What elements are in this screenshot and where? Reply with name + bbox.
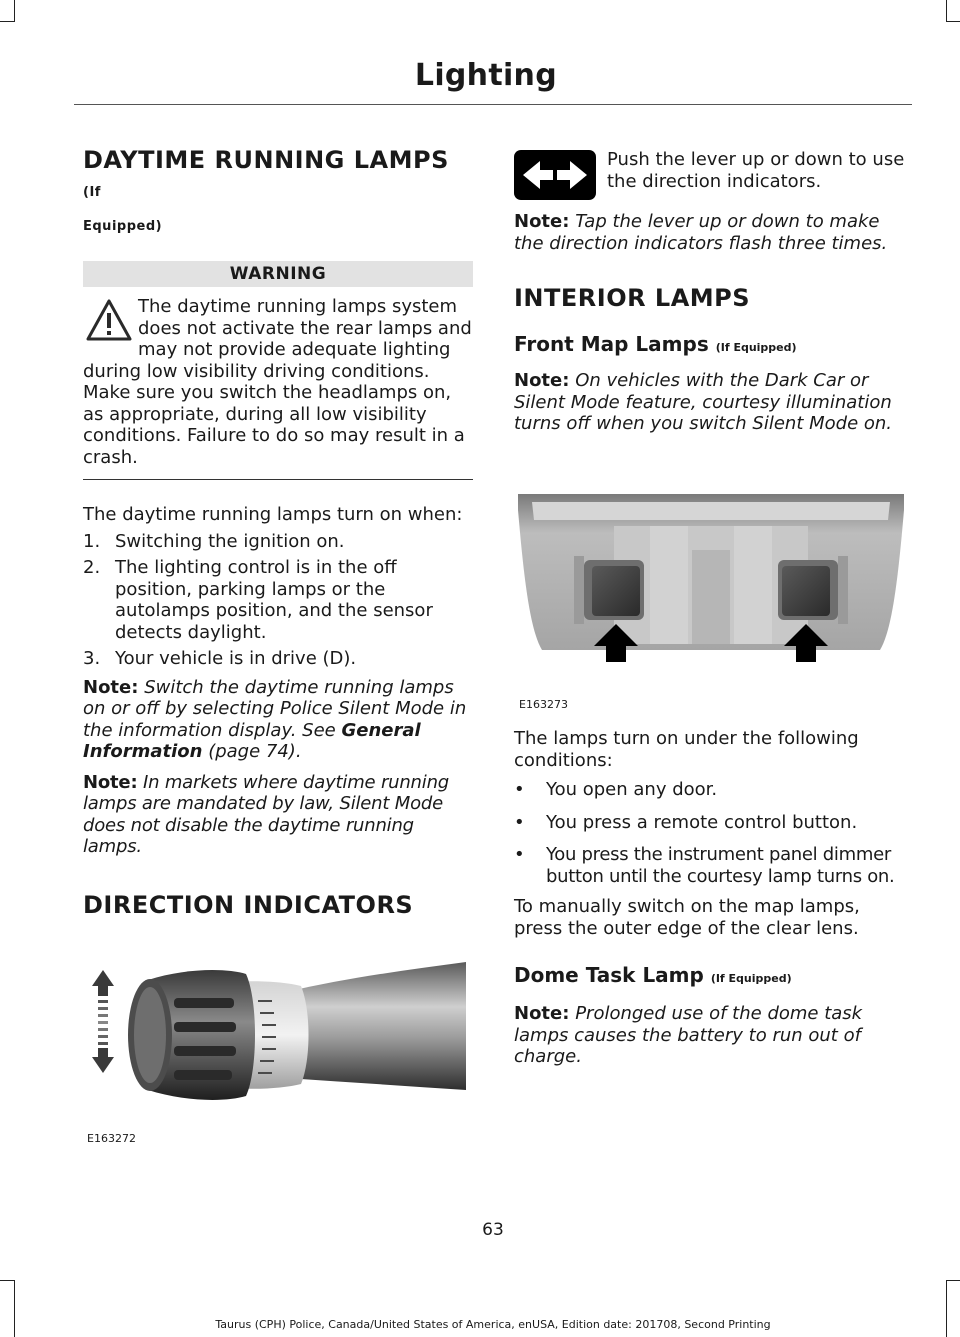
footer-edition-line: Taurus (CPH) Police, Canada/United States of America, enUSA, Edition date: 201708, Second Printing	[215, 1318, 771, 1331]
lever-instruction: Push the lever up or down to use the direction indicators.	[607, 149, 905, 192]
direction-indicator-arrows-icon	[514, 150, 596, 200]
page-header-title: Lighting	[414, 58, 557, 93]
list-item: • You open any door.	[514, 779, 718, 800]
crop-mark	[946, 21, 960, 22]
crop-mark	[946, 1280, 960, 1281]
list-item: • You press a remote control button.	[514, 811, 858, 833]
list-item: • You press the instrument panel dimmer button until the courtesy lamp turns on.	[514, 844, 895, 887]
turn-signal-lever-figure	[86, 940, 466, 1120]
drl-heading: DAYTIME RUNNING LAMPS (If	[83, 146, 449, 200]
note-dark-car: Note: On vehicles with the Dark Car or Silent Mode feature, courtesy illumination turns off when you switch Silent Mode on.	[514, 370, 893, 434]
crop-mark	[0, 21, 15, 22]
warning-line: may not provide adequate lighting	[138, 339, 451, 360]
page-number: 63	[482, 1220, 504, 1240]
crop-mark	[14, 0, 15, 22]
up-down-arrow-icon	[92, 970, 114, 1073]
lamps-conditions-list	[514, 779, 908, 887]
note-silent-mode: Note: Switch the daytime running lamps on or off by selecting Police Silent Mode in the information display. See General Information (page 74).	[83, 676, 467, 762]
list-item: 2. The lighting control is in the off position, parking lamps or the autolamps position, and the sensor detects daylight.	[83, 557, 433, 643]
note-battery: Note: Prolonged use of the dome task lamps causes the battery to run out of charge.	[514, 1003, 863, 1067]
warning-block	[83, 296, 473, 468]
note-mandated-markets: Note: In markets where daytime running lamps are mandated by law, Silent Mode does not disable the daytime running lamps.	[83, 771, 450, 857]
front-map-lamps-heading: Front Map Lamps (If Equipped)	[514, 332, 797, 356]
drl-intro: The daytime running lamps turn on when:	[83, 504, 463, 525]
warning-text: during low visibility driving conditions. Make sure you switch the headlamps on, as appropriate, during all low visibility conditions. Failure to do so may result in a crash.	[83, 360, 465, 468]
figure-caption: E163273	[519, 698, 568, 711]
warning-divider	[83, 479, 473, 480]
warning-line: does not activate the rear lamps and	[138, 317, 472, 339]
note-flash-three-times: Note: Tap the lever up or down to make the direction indicators flash three times.	[514, 211, 888, 254]
manual-switch-text: To manually switch on the map lamps, press the outer edge of the clear lens.	[514, 896, 860, 939]
map-lamps-figure	[514, 490, 908, 680]
right-column-lower	[514, 728, 908, 1068]
warning-line: The daytime running lamps system	[138, 296, 458, 317]
drl-conditions-list	[83, 531, 473, 670]
warning-title: WARNING	[83, 261, 473, 287]
left-column	[83, 146, 473, 919]
list-item: 3. Your vehicle is in drive (D).	[83, 648, 357, 669]
crop-mark	[0, 1280, 15, 1281]
header-divider	[74, 104, 912, 105]
general-information-link[interactable]: General Information	[83, 719, 421, 762]
direction-indicators-heading: DIRECTION INDICATORS	[83, 890, 414, 919]
crop-mark	[946, 0, 947, 22]
dome-task-lamp-heading: Dome Task Lamp (If Equipped)	[514, 963, 792, 987]
warning-triangle-icon	[86, 298, 132, 342]
list-item: 1. Switching the ignition on.	[83, 530, 345, 552]
figure-caption: E163272	[87, 1132, 136, 1145]
interior-lamps-heading: INTERIOR LAMPS	[514, 284, 751, 312]
drl-heading-equipped: Equipped)	[83, 219, 163, 234]
lamps-intro: The lamps turn on under the following conditions:	[514, 728, 859, 771]
right-column	[514, 211, 908, 435]
